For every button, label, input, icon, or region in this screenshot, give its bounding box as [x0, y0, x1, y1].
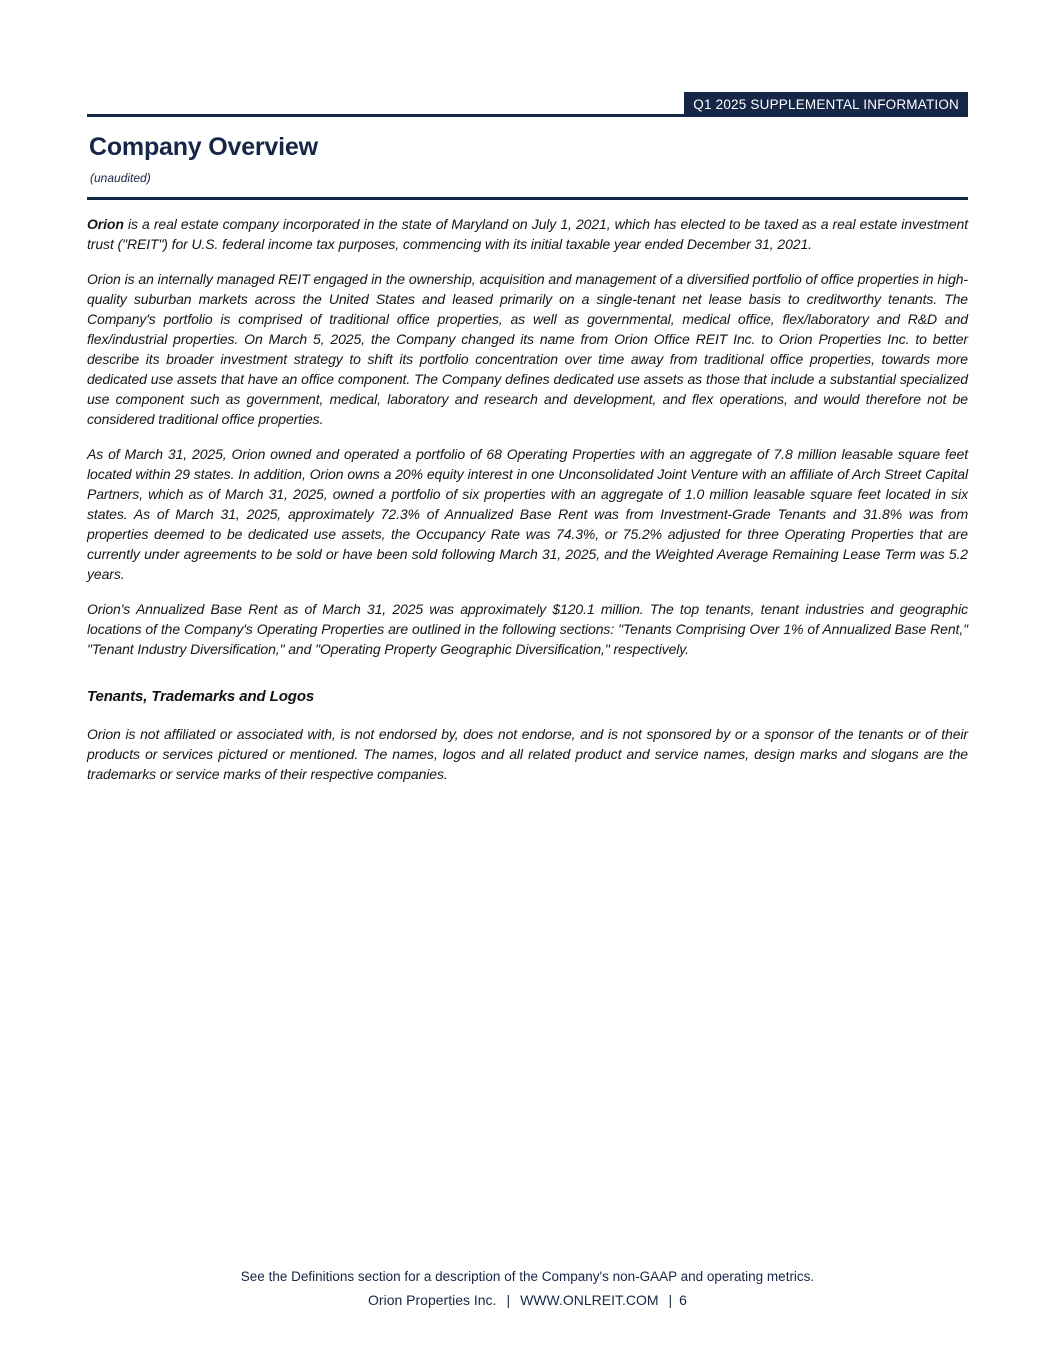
title-rule [87, 197, 968, 200]
page-footer [0, 1269, 1055, 1308]
footer-separator-icon: | [506, 1292, 511, 1308]
footer-website: WWW.ONLREIT.COM [520, 1292, 659, 1308]
company-name-lead: Orion [87, 216, 124, 232]
footer-separator-icon: | [668, 1292, 673, 1308]
section-heading-tenants-trademarks-logos: Tenants, Trademarks and Logos [87, 688, 315, 705]
definitions-note: See the Definitions section for a description of the Company's non-GAAP and operating metrics. [240, 1269, 815, 1284]
paragraph-trademark-disclaimer: Orion is not affiliated or associated with, is not endorsed by, does not endorse, and is not sponsored by or a sponsor of the tenants or of their products or services pictured or mentioned. The names, logos and all related product and service names, design marks and slogans are the trademarks or service marks of their respective companies. [87, 726, 968, 782]
unaudited-label: (unaudited) [90, 171, 151, 185]
page-title: Company Overview [89, 133, 318, 161]
report-badge: Q1 2025 SUPPLEMENTAL INFORMATION [684, 92, 968, 117]
footer-page-number: 6 [679, 1292, 687, 1308]
paragraph-business-description: Orion is an internally managed REIT engaged in the ownership, acquisition and management of a diversified portfolio of office properties in high-quality suburban markets across the United States and leased primarily on a single-tenant net lease basis to creditworthy tenants. The Company's portfolio is comprised of traditional office properties, as well as governmental, medical office, flex/laboratory and R&D and flex/industrial properties. On March 5, 2025, the Company changed its name from Orion Office REIT Inc. to Orion Properties Inc. to better describe its broader investment strategy to shift its portfolio concentration over time away from traditional office properties, towards more dedicated use assets that have an office component. The Company defines dedicated use assets as those that include a substantial specialized use component such as government, medical, laboratory and research and development, and flex operations, and would therefore not be considered traditional office properties. [87, 271, 968, 427]
paragraph-company-intro [87, 214, 968, 254]
paragraph-portfolio-statistics: As of March 31, 2025, Orion owned and operated a portfolio of 68 Operating Properties with an aggregate of 7.8 million leasable square feet located within 29 states. In addition, Orion owns a 20% equity interest in one Unconsolidated Joint Venture with an affiliate of Arch Street Capital Partners, which as of March 31, 2025, owned a portfolio of six properties with an aggregate of 1.0 million leasable square feet located in six states. As of March 31, 2025, approximately 72.3% of Annualized Base Rent was from Investment-Grade Tenants and 31.8% was from properties deemed to be dedicated use assets, the Occupancy Rate was 74.3%, or 75.2% adjusted for three Operating Properties that are currently under agreements to be sold or have been sold following March 31, 2025, and the Weighted Average Remaining Lease Term was 5.2 years. [87, 446, 968, 582]
document-body [87, 214, 968, 799]
paragraph-annualized-base-rent: Orion's Annualized Base Rent as of March 31, 2025 was approximately $120.1 million. The top tenants, tenant industries and geographic locations of the Company's Operating Properties are outlined in the following sections: "Tenants Comprising Over 1% of Annualized Base Rent," "Tenant Industry Diversification," and "Operating Property Geographic Diversification," respectively. [87, 601, 968, 657]
footer-company-name: Orion Properties Inc. [368, 1292, 497, 1308]
paragraph-company-intro-text: is a real estate company incorporated in the state of Maryland on July 1, 2021, which has elected to be taxed as a real estate investment trust ("REIT") for U.S. federal income tax purposes, commencing with its initial taxable year ended December 31, 2021. [87, 216, 968, 252]
footer-meta [0, 1292, 1055, 1308]
